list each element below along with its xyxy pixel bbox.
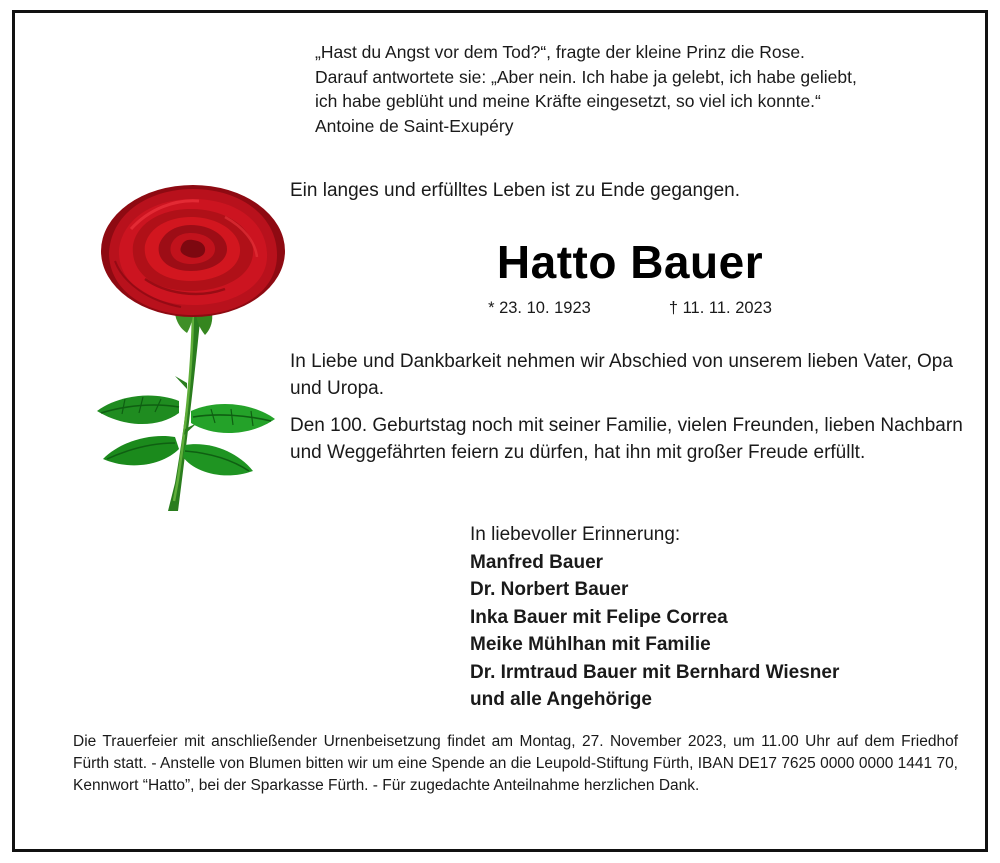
paragraph-farewell: In Liebe und Dankbarkeit nehmen wir Abschied von unserem lieben Vater, Opa und Uropa. <box>290 351 953 399</box>
quote-block <box>315 40 955 138</box>
quote-line-1: „Hast du Angst vor dem Tod?“, fragte der kleine Prinz die Rose. <box>315 42 805 62</box>
death-date: † 11. 11. 2023 <box>668 299 772 317</box>
notice-content <box>15 13 985 849</box>
memorial-heading: In liebevoller Erinnerung: <box>470 524 681 545</box>
funeral-details: Die Trauerfeier mit anschließender Urnenbeisetzung findet am Montag, 27. November 2023, um 11.00 Uhr auf dem Friedhof Fürth statt. - Anstelle von Blumen bitten wir um eine Spende an die Leupold-Stiftung Fürth, IBAN DE17 7625 0000 0000 1441 70, Kennwort “Hatto”, bei der Sparkasse Fürth. - Für zugedachte Anteilnahme herzlichen Dank. <box>73 733 958 794</box>
mourner-name: Dr. Irmtraud Bauer mit Bernhard Wiesner <box>470 661 840 683</box>
intro-text: Ein langes und erfülltes Leben ist zu Ende gegangen. <box>290 180 740 201</box>
mourner-name: Inka Bauer mit Felipe Correa <box>470 606 728 628</box>
quote-line-2: Darauf antwortete sie: „Aber nein. Ich habe ja gelebt, ich habe geliebt, <box>315 66 857 87</box>
birth-date: * 23. 10. 1923 <box>488 299 591 317</box>
paragraph-birthday: Den 100. Geburtstag noch mit seiner Familie, vielen Freunden, lieben Nachbarn und Weggefährten feiern zu dürfen, hat ihn mit großer Freude erfüllt. <box>290 415 963 463</box>
quote-line-3: ich habe geblüht und meine Kräfte eingesetzt, so viel ich konnte.“ <box>315 91 821 111</box>
mourner-name: Dr. Norbert Bauer <box>470 579 629 600</box>
life-dates <box>290 299 970 318</box>
mourner-name: Meike Mühlhan mit Familie <box>470 634 711 655</box>
mourners-block <box>470 521 970 714</box>
mourner-name: Manfred Bauer <box>470 551 604 573</box>
deceased-name: Hatto Bauer <box>496 236 764 288</box>
mourner-name: und alle Angehörige <box>470 689 652 710</box>
quote-author: Antoine de Saint-Exupéry <box>315 115 514 136</box>
red-rose-image <box>75 183 290 513</box>
